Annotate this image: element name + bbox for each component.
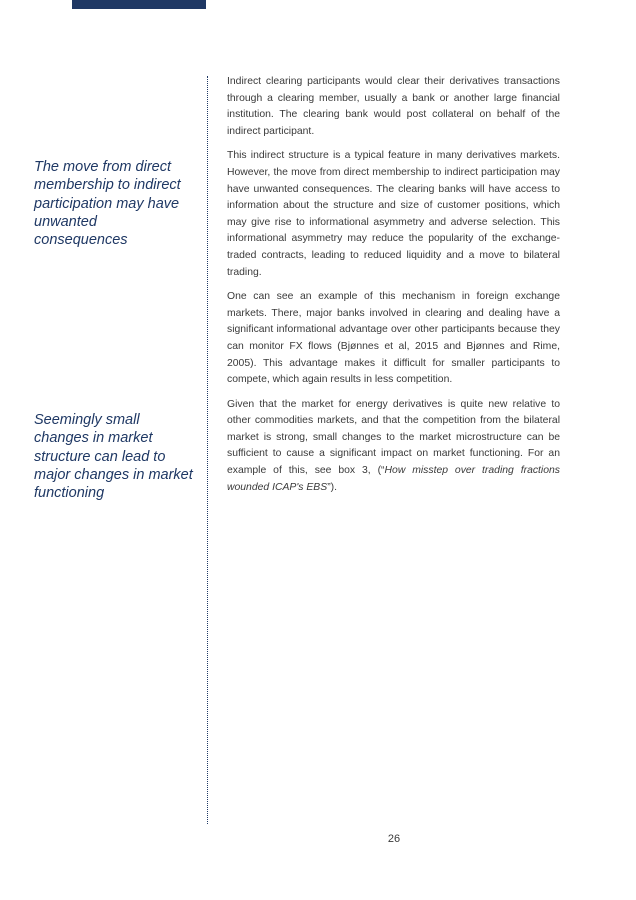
page-number: 26 (387, 833, 401, 845)
paragraph-indirect-clearing: Indirect clearing participants would clear their derivatives transactions through a clearing member, usually a bank or another large financial institution. The clearing bank would post collateral on behalf of the indirect participant. (227, 76, 560, 137)
sidenote-indirect-participation: The move from direct membership to indirect participation may have unwanted consequences (34, 159, 181, 249)
column-divider (207, 76, 208, 824)
box-reference-title: How misstep over trading fractions wounded ICAP's EBS (227, 465, 560, 493)
sidenote-market-structure: Seemingly small changes in market structure can lead to major changes in market functioning (34, 412, 193, 502)
paragraph-energy-derivatives (227, 397, 560, 497)
paragraph-energy-end: ”). (327, 481, 337, 493)
main-body-text (227, 74, 560, 496)
paragraph-indirect-structure: This indirect structure is a typical feature in many derivatives markets. However, the move from direct membership to indirect participation may have unwanted consequences. The clearing banks will have access to information about the structure and size of customer positions, which may give rise to informational asymmetry and adverse selection. This informational asymmetry may reduce the popularity of the exchange-traded contracts, leading to reduced liquidity and a move to bilateral trading. (227, 150, 560, 278)
paragraph-energy-text: Given that the market for energy derivatives is quite new relative to other commodities markets, and that the competition from the bilateral market is strong, small changes to the market microstructure can be sufficient to cause a significant impact on market functioning. For an example of this, see box 3, (“ (227, 398, 560, 477)
paragraph-fx-example: One can see an example of this mechanism in foreign exchange markets. There, major banks involved in clearing and dealing have a significant informational advantage over other participants because they can monitor FX flows (Bjønnes et al, 2015 and Bjønnes and Rime, 2005). This advantage makes it difficult for smaller participants to compete, which again results in less competition. (227, 291, 560, 386)
header-accent-bar (72, 0, 206, 9)
